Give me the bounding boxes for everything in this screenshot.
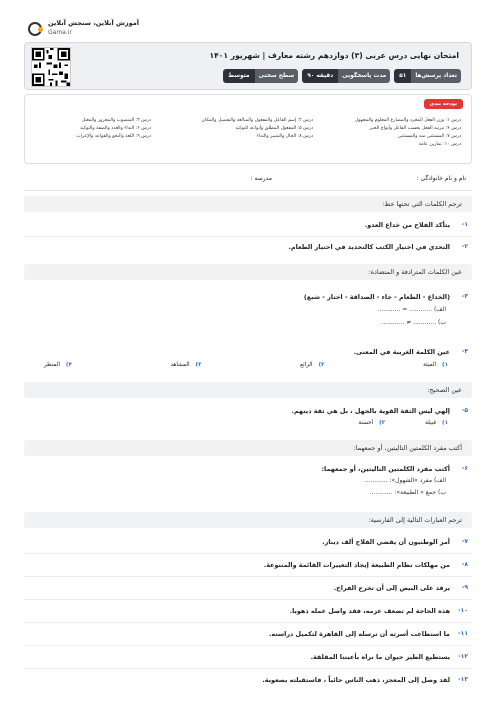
syllabus-box [24,94,472,164]
syllabus-item: درس ۳: المنصوب والمجرور والمعتل [81,118,151,123]
syllabus-column [76,117,151,141]
question-text: ما استطاعت أسرته أن ترسله إلى القاهرة لتكميل دراسته. [268,630,450,638]
chip-label: مدت پاسخگویی [338,69,390,83]
school-label: مدرسه : [250,175,272,182]
question-number: ۱۲- [458,653,468,660]
question-item [24,653,472,665]
brand-bar [0,0,496,42]
option-text: الرائع [300,362,313,368]
question-item [24,293,472,333]
question-text: أكتب مفرد الكلمتين التاليتين، أو جمعهما: [321,465,450,473]
divider [24,236,472,237]
brand-site: Gama.ir [48,29,72,36]
question-number: ۳- [461,293,468,300]
syllabus-item: درس ۵: المفعول المطلق وأنواعه للتوكيد [235,126,313,131]
syllabus-item: درس ۶: النداء والعدد والصفة والتوكيد [80,126,151,131]
question-number: ۱۳- [458,676,468,683]
divider [24,553,472,554]
question-item [24,407,472,435]
divider [24,190,472,191]
syllabus-item: درس ۷: المستثنى منه والمستثنى [397,134,461,139]
question-number: ۱۱- [458,630,468,637]
section-header: عين الكلمات المترادفة و المتضادة: [24,264,472,280]
options-row [44,420,448,426]
syllabus-item: درس ۲: إسم الفاعل والمفعول والمبالغة والتفضيل والمكان [201,118,313,123]
qr-code-icon [31,47,71,87]
question-text: هذه الحاجة لم تضعف عزمه، فقد واصل عمله ذهوبا. [289,607,450,615]
answer-line: الف) مفرد «الشهول»: ............ [364,477,446,484]
option[interactable] [44,362,72,368]
question-item [24,348,472,376]
syllabus-item: درس ۸: الحال والتمييز والنداء [256,134,313,139]
gama-logo-icon [28,22,42,36]
chip-value: ۵۱ [394,69,411,83]
answer-line: الف) ............ = ............ [377,306,446,313]
option-number: ۲) [318,362,325,368]
question-number: ۱۰- [458,607,468,614]
question-item [24,676,472,688]
chip-duration [302,69,390,83]
syllabus-column [202,117,313,141]
question-text: (الخداع - الطعام - جاء - الصداقة - اختار - شبع) [303,293,450,301]
question-number: ۷- [461,538,468,545]
question-number: ۲- [461,243,468,250]
name-label: نام و نام خانوادگی : [416,175,466,182]
question-number: ۴- [461,348,468,355]
option-number: ۴) [65,362,72,368]
divider [24,645,472,646]
question-number: ۵- [461,407,468,414]
option[interactable] [300,362,324,368]
divider [24,576,472,577]
option-number: ۳) [195,362,202,368]
question-number: ۱- [461,221,468,228]
option-text: قبيلة [425,420,437,426]
option-text: المشاهد [170,362,190,368]
option-number: ۲) [379,420,386,426]
chip-label: سطح سختی [255,69,299,83]
divider [24,668,472,669]
syllabus-item: درس ۹: اللغة والنحو والقواعد والإعراب [76,134,151,139]
question-text: يستطيع الطير حيوان ما نراه بأعيننا المقلقة. [310,653,450,661]
answer-line: ب) ............ ≠ ............ [381,319,446,326]
option-text: أحسنة [358,420,374,426]
question-item [24,630,472,642]
chip-label: تعداد پرسش‌ها [411,69,461,83]
question-text: لقد وصل إلى المعجز، ذهب الناس حائباً ، فاستقبلته بصعوبة. [262,676,450,684]
exam-header [24,42,472,90]
question-text: يتأكد الفلاح من خداع العدو. [364,221,450,229]
option[interactable] [358,420,385,426]
chip-question-count [394,69,461,83]
answer-line: ب) جمع « الطبيعة»: ............ [369,489,446,496]
section-header: ترجم الكلمات التي تحتها خط: [24,196,472,212]
chip-value: ۹۰ دقیقه [302,69,338,83]
brand-name: آموزش آنلاین، سنجش آنلاین [48,19,140,27]
question-text: التحدي في اختيار الكتب كالتحديد في اختيار الطعام. [288,243,450,251]
option-text: المنظر [44,362,60,368]
chip-value: متوسط [223,69,255,83]
exam-title: امتحان نهایی درس عربی (۳) دوازدهم رشته معارف | شهریور ۱۴۰۱ [209,51,459,60]
option[interactable] [170,362,201,368]
question-number: ۶- [461,465,468,472]
question-item [24,607,472,619]
question-item [24,221,472,233]
options-row [44,362,448,368]
question-item [24,584,472,596]
question-item [24,243,472,255]
question-text: إلهي ليس الثقة القوية بالجهل ، بل هي ثقة دينهم. [291,407,450,415]
question-text: يرقد على البيض إلى أن تخرج الفراخ. [333,584,450,592]
option[interactable] [423,362,448,368]
question-number: ۸- [461,561,468,568]
syllabus-badge: بودجه بندی [424,99,463,109]
question-text: عين الكلمة الغريبة في المعنى. [353,348,450,356]
question-text: من مهلكات نظام الطبيعة إيجاد التغييرات القائمة والمتنوعة. [263,561,450,569]
question-item [24,561,472,573]
divider [24,622,472,623]
section-header: عين الصحيح: [24,382,472,398]
exam-meta-chips [223,69,461,83]
option-number: ۱) [442,420,448,426]
option-text: الميتة [423,362,437,368]
student-info [24,170,472,188]
section-header: ترجم العبارات التالية إلى الفارسية: [24,512,472,528]
option-number: ۱) [442,362,448,368]
question-item [24,465,472,505]
chip-difficulty [223,69,298,83]
section-header: أكتب مفرد الكلمتين التاليتين، أو جمعهما: [24,440,472,456]
syllabus-item: درس ۱: وزن الفعل المجرد والمضارع المعلوم والمجهول [354,118,461,123]
option[interactable] [425,420,448,426]
question-text: أمر الوطنيون أن يقضي الفلاح ألف دينار. [322,538,450,546]
question-item [24,538,472,550]
syllabus-item: درس ۱۰: تمارين عامة [418,142,461,147]
question-number: ۹- [461,584,468,591]
syllabus-column [355,117,461,149]
syllabus-item: درس ۴: مرتبة الفعل بحسب الفاعل وأنواع الخبر [369,126,461,131]
divider [24,599,472,600]
